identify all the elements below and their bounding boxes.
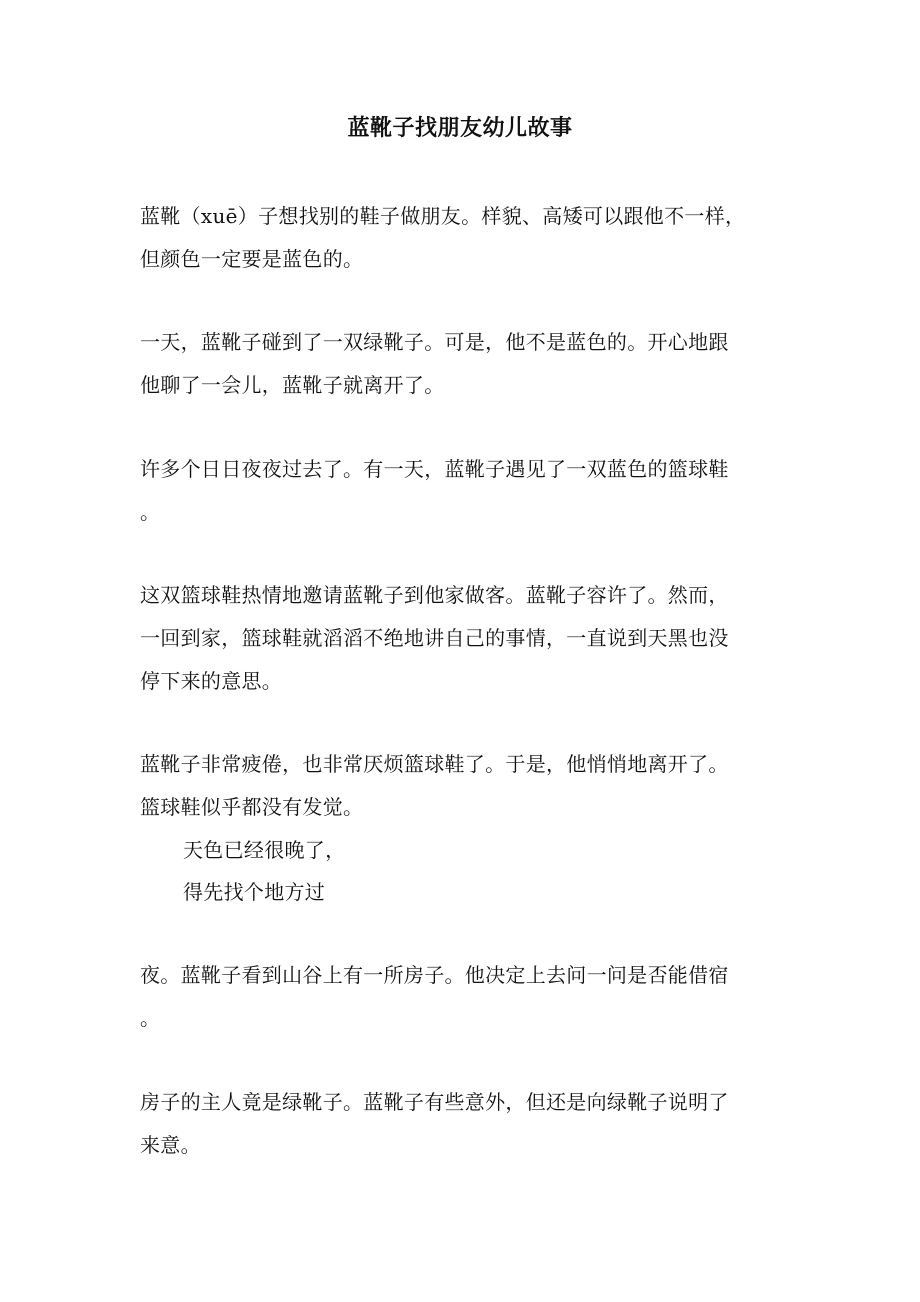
paragraph-line: 蓝靴子非常疲倦，也非常厌烦篮球鞋了。于是，他悄悄地离开了。 bbox=[140, 752, 729, 776]
paragraph-line: 。 bbox=[140, 1006, 161, 1030]
paragraph-line: 许多个日日夜夜过去了。有一天，蓝靴子遇见了一双蓝色的篮球鞋 bbox=[140, 457, 729, 481]
document-title: 蓝靴子找朋友幼儿故事 bbox=[347, 115, 573, 141]
paragraph-line: 来意。 bbox=[140, 1133, 201, 1157]
paragraph-line: 夜。蓝靴子看到山谷上有一所房子。他决定上去问一问是否能借宿 bbox=[140, 963, 729, 987]
paragraph-line: 。 bbox=[140, 500, 161, 524]
paragraph-line: 停下来的意思。 bbox=[140, 669, 283, 693]
paragraph-line: 一回到家，篮球鞋就滔滔不绝地讲自己的事情，一直说到天黑也没 bbox=[140, 626, 729, 650]
paragraph-line: 但颜色一定要是蓝色的。 bbox=[140, 247, 364, 271]
paragraph-line: 他聊了一会儿，蓝靴子就离开了。 bbox=[140, 373, 445, 397]
paragraph-line: 得先找个地方过 bbox=[183, 880, 326, 904]
paragraph-line: 篮球鞋似乎都没有发觉。 bbox=[140, 795, 364, 819]
paragraph-line: 蓝靴（xuē）子想找别的鞋子做朋友。样貌、高矮可以跟他不一样， bbox=[140, 204, 746, 228]
paragraph-line: 天色已经很晚了， bbox=[183, 838, 346, 862]
paragraph-line: 一天，蓝靴子碰到了一双绿靴子。可是，他不是蓝色的。开心地跟 bbox=[140, 330, 729, 354]
paragraph-line: 房子的主人竟是绿靴子。蓝靴子有些意外，但还是向绿靴子说明了 bbox=[140, 1090, 729, 1114]
paragraph-line: 这双篮球鞋热情地邀请蓝靴子到他家做客。蓝靴子容许了。然而， bbox=[140, 583, 729, 607]
